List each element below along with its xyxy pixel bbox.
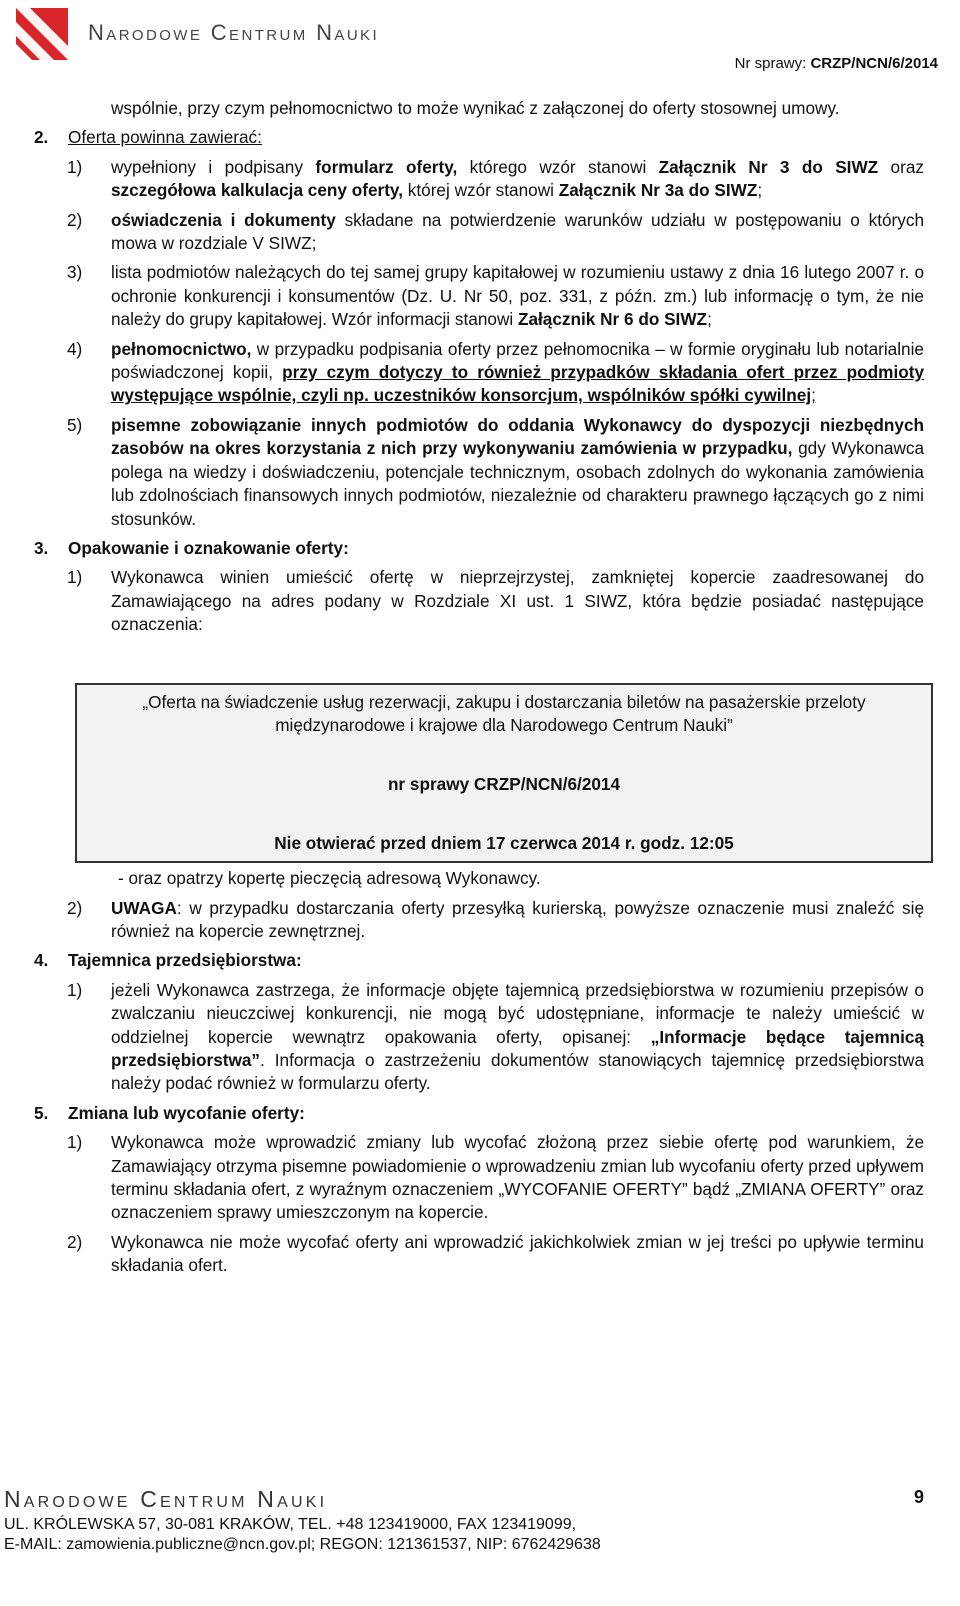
list-item [67,414,924,531]
text-run: Załącznik Nr 3a do SIWZ [558,180,758,201]
footer-contact: E-MAIL: zamowienia.publiczne@ncn.gov.pl; REGON: 121361537, NIP: 6762429638 [4,1536,601,1554]
list-item: 2) Wykonawca nie może wycofać oferty ani wprowadzić jakichkolwiek zmian w jej treści po upływie terminu składania ofert. [67,1231,924,1276]
text-run: szczegółowa kalkulacja ceny oferty, [111,180,403,201]
envelope-do-not-open: Nie otwierać przed dniem 17 czerwca 2014 r. godz. 12:05 [274,832,734,853]
section-4-heading: 4. Tajemnica przedsiębiorstwa: [34,949,924,972]
list-item-text [111,156,924,203]
text-run: jeżeli Wykonawca zastrzega, że informacje objęte tajemnicą przedsiębiorstwa w rozumieniu przepisów o zwalczaniu nieuczciwej konkurencji, nie mogą być udostępniane, informacje te należy umieścić w oddzielnej kopercie wewnątrz opakowania oferty, opisanej: [111,979,924,1047]
section-5-title: Zmiana lub wycofanie oferty: [68,1102,305,1123]
text-run: wypełniony i podpisany [111,156,316,177]
list-item [67,156,924,203]
text-run: którego wzór stanowi [457,156,659,177]
list-item-number: 5) [67,414,83,435]
text-run: przy czym dotyczy to również przypadków składania ofert przez podmioty występujące wspólnie, czyli np. uczestników konsorcjum, wspólników spółki cywilnej [111,362,924,406]
list-item [67,209,924,256]
envelope-case-number: nr sprawy CRZP/NCN/6/2014 [387,774,621,795]
list-item-text [111,261,924,331]
page-header [16,8,946,70]
text-run: „Informacje będące tajemnicą przedsiębiorstwa” [111,1026,924,1070]
text-run: pisemne zobowiązanie innych podmiotów do oddania Wykonawcy do dyspozycji niezbędnych zasobów na okres korzystania z nich przy wykonywaniu zamówienia w przypadku, [111,414,924,459]
text-run: składane na potwierdzenie warunków udziału w postępowaniu o których mowa w rozdziale V SIWZ; [111,209,925,254]
section-3-heading: 3. Opakowanie i oznakowanie oferty: [34,537,924,560]
text-run: . Informacja o zastrzeżeniu dokumentów stanowiących tajemnicę przedsiębiorstwa należy podać również w formularzu oferty. [111,1050,924,1094]
text-run: której wzór stanowi [403,180,559,201]
page-number: 9 [913,1487,924,1507]
text-run: w przypadku podpisania oferty przez pełnomocnika – w formie oryginału lub notarialnie poświadczonej kopii, [111,338,924,383]
text-run: ; [757,180,763,201]
list-item-text [111,414,924,531]
text-run: : w przypadku dostarczania oferty przesyłką kurierską, powyższe oznaczenie musi znaleźć się również na kopercie zewnętrznej. [111,897,924,941]
section-3-list [34,566,924,636]
list-item-number: 2) [67,209,83,230]
text-run: oraz [878,156,924,177]
ncn-logo-icon [16,8,68,60]
list-item: 1) jeżeli Wykonawca zastrzega, że informacje objęte tajemnicą przedsiębiorstwa w rozumieniu przepisów o zwalczaniu nieuczciwej konkurencji, nie mogą być udostępniane, informacje te należy umieścić w oddzielnej kopercie wewnątrz opakowania oferty, opisanej: „Informacje będące tajemnicą przedsiębiorstwa”. Informacja o zastrzeżeniu dokumentów stanowiących tajemnicę przedsiębiorstwa należy podać również w formularzu oferty. [67,979,924,1094]
footer-address: UL. KRÓLEWSKA 57, 30-081 KRAKÓW, TEL. +48 123419000, FAX 123419099, [4,1516,577,1534]
text-run: gdy Wykonawca polega na wiedzy i doświadczeniu, potencjale technicznym, osobach zdolnych do wykonania zamówienia lub zdolnościach finansowych innych podmiotów, niezależnie od charakteru prawnego łączących go z nimi stosunków. [111,438,925,529]
section-2-title: Oferta powinna zawierać: [68,127,262,148]
list-item: 1) Wykonawca może wprowadzić zmiany lub wycofać złożoną przez siebie ofertę pod warunkiem, że Zamawiający otrzyma pisemne powiadomienie o wprowadzeniu zmian lub wycofaniu oferty przed upływem terminu składania ofert, z wyraźnym oznaczeniem „WYCOFANIE OFERTY” bądź „ZMIANA OFERTY” oraz oznaczeniem sprawy umieszczonym na kopercie. [67,1132,924,1223]
section-5-list [34,1131,924,1277]
section-3-list-cont [34,897,924,944]
after-box-text: - oraz opatrzy kopertę pieczęcią adresową Wykonawcy. [118,868,541,889]
section-3-title: Opakowanie i oznakowanie oferty: [68,537,349,558]
text-run: oświadczenia i dokumenty [111,209,336,230]
header-org-name: Narodowe Centrum Nauki [88,20,380,45]
envelope-label-box [75,683,933,864]
section-2-heading: 2. Oferta powinna zawierać: [34,126,924,149]
page-footer [4,1488,934,1555]
text-run: ; [707,309,712,330]
list-item-text [111,209,924,256]
list-item-number: 1) [67,156,83,177]
text-run: lista podmiotów należących do tej samej grupy kapitałowej w rozumieniu ustawy z dnia 16 lutego 2007 r. o ochronie konkurencji i konsumentów (Dz. U. Nr 50, poz. 331, z późn. zm.) lub informację o tym, że nie należy do grupy kapitałowej. Wzór informacji stanowi [111,262,924,330]
intro-text: wspólnie, przy czym pełnomocnictwo to może wynikać z załączonej do oferty stosownej umowy. [111,98,840,118]
text-run: ; [811,385,816,406]
text-run: pełnomocnictwo, [111,338,252,359]
section-4-list [34,979,924,1096]
section-2-list [34,156,924,531]
list-item-text [111,338,924,408]
section-5-heading: 5. Zmiana lub wycofanie oferty: [34,1102,924,1125]
list-item [67,261,924,331]
text-run: formularz oferty, [315,156,458,177]
list-item: 2) UWAGA: w przypadku dostarczania oferty przesyłką kurierską, powyższe oznaczenie musi znaleźć się również na kopercie zewnętrznej. [67,897,924,941]
footer-org-name: Narodowe Centrum Nauki [4,1486,328,1512]
list-item [67,338,924,408]
text-run: UWAGA [111,897,177,918]
document-body [34,97,924,1278]
section-4-title: Tajemnica przedsiębiorstwa: [68,950,302,971]
text-run: Załącznik Nr 3 do SIWZ [658,156,879,177]
text-run: Załącznik Nr 6 do SIWZ [517,309,708,330]
header-case-number: Nr sprawy: CRZP/NCN/6/2014 [734,55,938,72]
list-item: 1) Wykonawca winien umieścić ofertę w nieprzejrzystej, zamkniętej kopercie zaadresowanej do Zamawiającego na adres podany w Rozdziale XI ust. 1 SIWZ, która będzie posiadać następujące oznaczenia: [67,567,924,635]
envelope-quote: „Oferta na świadczenie usług rezerwacji, zakupu i dostarczania biletów na pasażerskie przeloty międzynarodowe i krajowe dla Narodowego Centrum Nauki” [142,691,866,735]
list-item-number: 3) [67,262,83,283]
list-item-number: 4) [67,338,83,359]
